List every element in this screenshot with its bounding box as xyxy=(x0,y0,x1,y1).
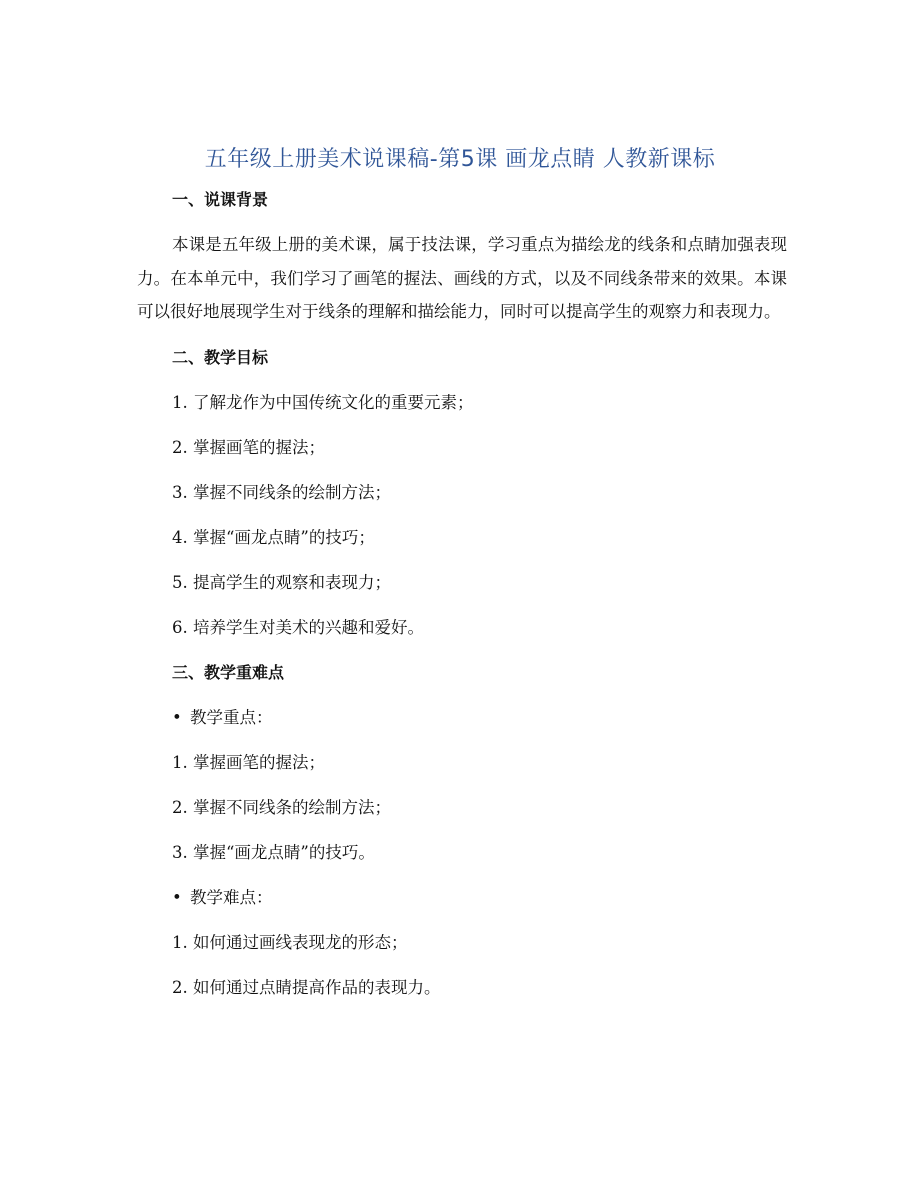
document-body xyxy=(137,183,787,1016)
key-points-label: 教学重点： xyxy=(190,707,273,727)
objective-item: 6. 培养学生对美术的兴趣和爱好。 xyxy=(172,617,424,637)
difficult-points-label: 教学难点： xyxy=(190,887,273,907)
difficult-point-item: 1. 如何通过画线表现龙的形态； xyxy=(172,932,408,952)
bullet-icon: • xyxy=(172,887,182,907)
bullet-icon: • xyxy=(172,707,182,727)
section-heading-background: 一、说课背景 xyxy=(172,190,269,209)
objective-item: 4. 掌握“画龙点睛”的技巧； xyxy=(172,527,375,547)
objective-item: 1. 了解龙作为中国传统文化的重要元素； xyxy=(172,392,474,412)
objective-item: 3. 掌握不同线条的绘制方法； xyxy=(172,482,391,502)
document-title: 五年级上册美术说课稿-第5课 画龙点睛 人教新课标 xyxy=(204,147,716,172)
objective-item: 5. 提高学生的观察和表现力； xyxy=(172,572,391,592)
background-paragraph: 本课是五年级上册的美术课，属于技法课，学习重点为描绘龙的线条和点睛加强表现力。在本单元中，我们学习了画笔的握法、画线的方式，以及不同线条带来的效果。本课可以很好地展现学生对于线条的理解和描绘能力，同时可以提高学生的观察力和表现力。 xyxy=(137,235,787,321)
key-point-item: 1. 掌握画笔的握法； xyxy=(172,752,325,772)
key-point-item: 3. 掌握“画龙点睛”的技巧。 xyxy=(172,842,375,862)
objective-item: 2. 掌握画笔的握法； xyxy=(172,437,325,457)
section-heading-key-points: 三、教学重难点 xyxy=(172,662,285,682)
difficult-point-item: 2. 如何通过点睛提高作品的表现力。 xyxy=(172,977,441,997)
key-point-item: 2. 掌握不同线条的绘制方法； xyxy=(172,797,391,817)
difficult-points-bullet xyxy=(137,881,787,914)
section-heading-objectives: 二、教学目标 xyxy=(172,347,269,367)
key-points-bullet xyxy=(137,701,787,734)
